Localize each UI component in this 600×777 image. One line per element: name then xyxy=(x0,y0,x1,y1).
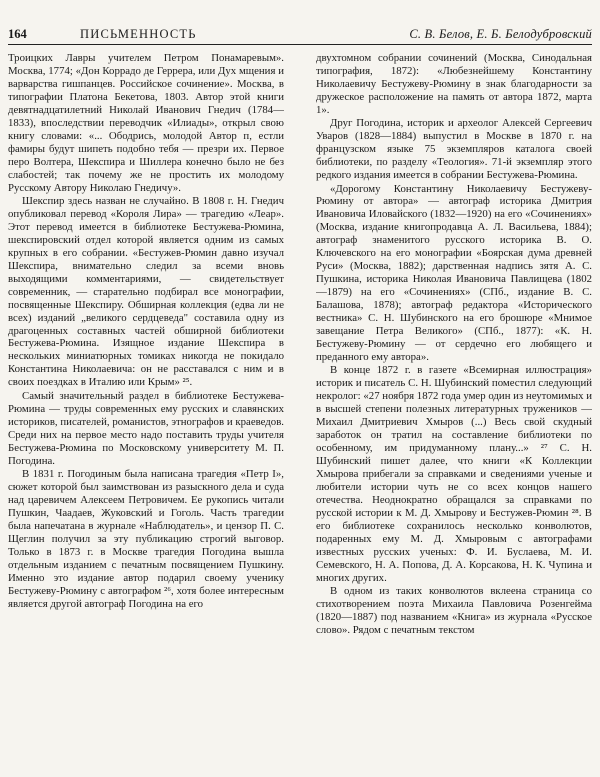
running-header xyxy=(8,26,592,45)
paragraph: В конце 1872 г. в газете «Всемирная иллюстрация» историк и писатель С. Н. Шубинский поместил следующий некролог: «27 ноября 1872 года умер один из неутомимых и в высшей степени полезных литературных тружеников — Михаил Дмитриевич Хмыров (...) Весь свой скудный заработок он тратил на составление библиотеки по особенному, им придуманному плану...» ²⁷ С. Н. Шубинский пишет далее, что книги «К Коллекции Хмырова прибегали за справками и сведениями ученые и любители истории чуть не со всех концов нашего отечества. Неоднократно обращался за справками по русской истории к М. Д. Хмырову и Бестужев-Рюмин ²⁸. В его библиотеке сохранилось несколько конволютов, подаренных ему М. Д. Хмыровым с автографами известных русских ученых: Ф. И. Буслаева, М. И. Семевского, Н. А. Попова, Д. А. Корсакова, Н. К. Чупина и многих других. xyxy=(316,364,592,584)
paragraph: двухтомном собрании сочинений (Москва, Синодальная типография, 1872): «Любезнейшему Константину Николаевичу Бестужеву-Рюмину в знак благодарности за дружеское расположение на память от автора 1872, марта 1». xyxy=(316,52,592,116)
paragraph: Самый значительный раздел в библиотеке Бестужева-Рюмина — труды современных ему русских и славянских историков, писателей, романистов, этнографов и краеведов. Среди них на первое место надо поставить труды учителя Бестужева-Рюмина по Московскому университету М. П. Погодина. xyxy=(8,389,284,467)
paragraph: «Дорогому Константину Николаевичу Бестужеву-Рюмину от автора» — автограф историка Дмитрия Ивановича Иловайского (1832—1920) на его «Сочинениях» (Москва, издание книгопродавца А. Л. Васильева, 1884); автограф знаменитого русского историка В. О. Ключевского на его монографии «Боярская дума древней Руси» (Москва, 1882); дарственная надпись зятя А. С. Пушкина, историка Николая Ивановича Павлищева (1802—1879) на его «Сочинениях» (СПб., издание В. С. Балашова, 1878); автограф редактора «Исторического вестника» С. Н. Шубинского на его брошюре «Мнимое завещание Петра Великого» (СПб., 1877): «К. Н. Бестужеву-Рюмину — от сердечно его любящего и преданного ему автора». xyxy=(316,182,592,363)
left-column xyxy=(8,52,284,767)
authors: С. В. Белов, Е. Б. Белодубровский xyxy=(409,27,592,41)
paragraph: Троицких Лавры учителем Петром Понамаревым». Москва, 1774; «Дон Коррадо де Геррера, или Дух мщения и варварства гишпанцев. Российское сочинение». Москва, в типографии Платона Бекетова, 1803. Автор этой книги девятнадцатилетний Николай Иванович Гнедич (1784—1833), впоследствии переводчик «Илиады», открыл свою книгу словами: «... Ободрись, молодой Автор п, естли фамиры будут шипеть подобно тебя — презри их. Первое перо Волтера, Шекспира и Шиллера конечно было не без слабостей; так почему же не простить их молодому Русскому Автору Николаю Гнедичу». xyxy=(8,52,284,194)
page-number: 164 xyxy=(8,27,27,41)
right-column xyxy=(316,52,592,767)
section-title: ПИСЬМЕННОСТЬ xyxy=(80,27,197,41)
paragraph: Шекспир здесь назван не случайно. В 1808 г. Н. Гнедич опубликовал перевод «Короля Лира» — трагедию «Леар». Этот перевод имеется в библиотеке Бестужева-Рюмина, шекспировский отдел которой является одним из самых крупных в его собрании. «Бестужев-Рюмин давно изучал Шекспира, внимательно следил за всеми вновь выходящими комментариями, — свидетельствует современник, — старательно подбирал все монографии, посвященные Шекспиру. Обширная коллекция (едва ли не всех) изданий „великого сердцеведа" составила одну из драгоценных составных частей обширной библиотеки Бестужева-Рюмина. Изящное издание Шекспира в нескольких миниатюрных томиках никогда не покидало Константина Николаевича: он не расставался с ним и в своих поездках в Италию или Крым» ²⁵. xyxy=(8,194,284,389)
paragraph: В 1831 г. Погодиным была написана трагедия «Петр I», сюжет которой был заимствован из разыскного дела и суда над царевичем Алексеем Петровичем. Ее рукопись читали Пушкин, Чаадаев, Жуковский и Гоголь. Часть трагедии была напечатана в журнале «Наблюдатель», и цензор П. С. Щеглин получил за эту публикацию строгий выговор. Только в 1873 г. в Москве трагедия Погодина вышла отдельным изданием с печатным посвящением Пушкину. Именно это издание автор подарил своему ученику Бестужеву-Рюмину с автографом ²⁶, хотя более интересным является другой автограф Погодина на его xyxy=(8,468,284,610)
paragraph: Друг Погодина, историк и археолог Алексей Сергеевич Уваров (1828—1884) выпустил в Москве в 1870 г. на французском языке 75 экземпляров каталога своей библиотеки, по разделу «Теология». 71-й экземпляр этого редкого издания имеется в собрании Бестужева-Рюмина. xyxy=(316,117,592,182)
paragraph: В одном из таких конволютов вклеена страница со стихотворением поэта Михаила Павловича Розенгейма (1820—1887) под названием «Книга» из журнала «Русское слово». Рядом с печатным текстом xyxy=(316,585,592,636)
